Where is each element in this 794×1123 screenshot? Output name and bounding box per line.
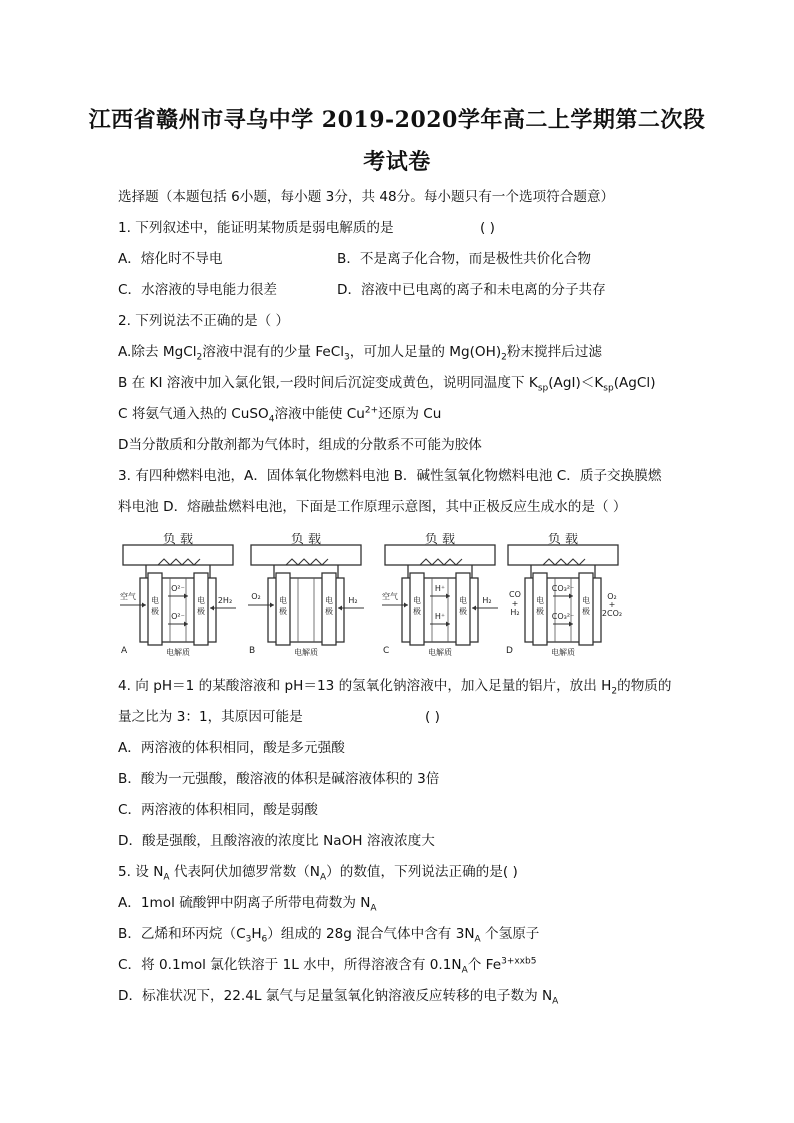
q5-b-mid: H	[251, 926, 262, 942]
q4-line1	[118, 676, 672, 696]
cell-letter: D	[506, 646, 513, 656]
cell-frame	[123, 545, 233, 645]
left-input-top: CO	[509, 590, 521, 599]
q2-b-mid: (AgI)＜K	[548, 375, 604, 391]
cell-frame	[251, 545, 361, 645]
q5-b-sub3: A	[474, 934, 481, 945]
q5-b-post: 个氢原子	[480, 926, 540, 942]
q1-option-b: B．不是离子化合物，而是极性共价化合物	[337, 251, 592, 267]
electrode-label-0-1: 极	[279, 607, 287, 616]
q2-a-sub2: 3	[344, 352, 350, 363]
q1-option-a: A．熔化时不导电	[118, 251, 223, 267]
left-input-bottom: H₂	[510, 608, 520, 617]
q2-option-b	[118, 373, 656, 393]
fuel-cell-b	[248, 533, 364, 657]
q3-line1: 3. 有四种燃料电池，A．固体氧化物燃料电池 B．碱性氢氧化物燃料电池 C．质子交换膜燃	[118, 468, 662, 484]
left-input-arrow-head	[142, 603, 146, 608]
electrolyte-label: 电解质	[428, 648, 452, 657]
q5-option-a	[118, 893, 377, 913]
q1-option-c: C．水溶液的导电能力很差	[118, 282, 278, 298]
q2-c-mid: 溶液中能使 Cu	[274, 406, 365, 422]
electrolyte-label: 电解质	[551, 648, 575, 657]
left-input: O₂	[251, 592, 261, 601]
left-input: 空气	[382, 592, 398, 601]
electrode-label-0-1: 极	[151, 607, 159, 616]
right-output-bottom: 2CO₂	[601, 609, 623, 618]
q5-stem-pre: 5. 设 N	[118, 864, 164, 880]
left-input-arrow-head	[270, 603, 274, 608]
right-input-arrow-head	[472, 606, 476, 611]
left-input-plus: +	[511, 599, 519, 608]
electrode-label-0-1: 极	[536, 607, 544, 616]
q5-b-sub2: 6	[261, 934, 268, 945]
right-input-arrow-head	[338, 606, 342, 611]
right-input: 2H₂	[217, 596, 233, 605]
load-label: 负 载	[162, 533, 194, 547]
q4-line1-pre: 4. 向 pH＝1 的某酸溶液和 pH＝13 的氢氧化钠溶液中，加入足量的铝片，放出 H	[118, 678, 612, 694]
electrode-label-0-1: 极	[413, 607, 421, 616]
q5-b-sub1: 3	[245, 934, 252, 945]
load-label: 负 载	[290, 533, 322, 547]
ion-label-1: CO₃²⁻	[551, 612, 575, 621]
fuel-cell-a	[120, 533, 236, 657]
q5-a-pre: A．1mol 硫酸钾中阴离子所带电荷数为 N	[118, 895, 371, 911]
q2-c-pre: C 将氨气通入热的 CuSO	[118, 406, 269, 422]
q5-option-c	[118, 955, 536, 975]
left-input: 空气	[120, 592, 136, 601]
q4-line1-post: 的物质的	[617, 678, 672, 694]
q4-option-a: A．两溶液的体积相同，酸是多元强酸	[118, 740, 345, 756]
electrode-label-0-0: 电	[536, 596, 544, 605]
q4-option-c: C．两溶液的体积相同，酸是弱酸	[118, 802, 318, 818]
q5-stem-sub1: A	[163, 872, 170, 883]
q5-c-sub: A	[461, 965, 468, 976]
q5-b-pre: B．乙烯和环丙烷（C	[118, 926, 246, 942]
q1-option-d: D．溶液中已电离的离子和未电离的分子共存	[337, 282, 606, 298]
fuel-cell-figure	[118, 533, 628, 658]
q2-b-pre: B 在 KI 溶液中加入氯化银,一段时间后沉淀变成黄色，说明同温度下 K	[118, 375, 538, 391]
q5-c-mid: 个 Fe	[467, 957, 502, 973]
ion-label-1: O²⁻	[171, 612, 185, 621]
q2-stem: 2. 下列说法不正确的是（ ）	[118, 313, 290, 329]
q2-c-sup: 2+	[364, 405, 379, 416]
cell-letter: B	[249, 646, 256, 656]
right-output-plus: +	[608, 600, 616, 609]
cell-frame	[508, 545, 618, 645]
electrode-label-0-0: 电	[151, 596, 159, 605]
left-input-arrow-head	[404, 603, 408, 608]
q1-answer-paren: ( )	[480, 220, 495, 236]
q1-stem: 1. 下列叙述中，能证明某物质是弱电解质的是	[118, 220, 394, 236]
q3-line2: 料电池 D．熔融盐燃料电池，下面是工作原理示意图，其中正极反应生成水的是（ ）	[118, 499, 627, 515]
q2-a-mid: 溶液中混有的少量 FeCl	[202, 344, 345, 360]
electrode-label-1-1: 极	[197, 607, 205, 616]
right-input-arrow-head	[210, 606, 214, 611]
electrode-label-0-0: 电	[413, 596, 421, 605]
q2-a-post: 粉末搅拌后过滤	[506, 344, 603, 360]
electrolyte-label: 电解质	[294, 648, 318, 657]
q5-stem-sub2: A	[319, 872, 327, 883]
electrolyte-label: 电解质	[166, 648, 190, 657]
q5-d-sub: A	[552, 996, 559, 1007]
electrode-label-1-0: 电	[325, 596, 333, 605]
q2-a-pre: A.除去 MgCl	[118, 344, 197, 360]
q5-b-mid2: ）组成的 28g 混合气体中含有 3N	[267, 926, 475, 942]
q4-line1-sub: 2	[611, 686, 618, 697]
q5-stem-post: ）的数值，下列说法正确的是( )	[326, 864, 518, 880]
ion-label-0: CO₃²⁻	[551, 584, 575, 593]
q2-option-d: D当分散质和分散剂都为气体时，组成的分散系不可能为胶体	[118, 437, 482, 453]
electrode-label-1-1: 极	[582, 607, 590, 616]
q5-c-pre: C．将 0.1mol 氯化铁溶于 1L 水中，所得溶液含有 0.1N	[118, 957, 462, 973]
q2-a-sub1: 2	[196, 352, 203, 363]
q2-a-sub3: 2	[501, 352, 507, 363]
q2-option-c	[118, 404, 441, 424]
q5-stem-mid: 代表阿伏加德罗常数（N	[169, 864, 320, 880]
electrode-label-1-0: 电	[582, 596, 590, 605]
q2-b-sub2: sp	[603, 383, 614, 394]
q5-d-pre: D．标准状况下，22.4L 氯气与足量氢氧化钠溶液反应转移的电子数为 N	[118, 988, 553, 1004]
q4-answer-paren: ( )	[425, 709, 440, 725]
load-label: 负 载	[424, 533, 456, 547]
exam-title-line1: 江西省赣州市寻乌中学 2019-2020学年高二上学期第二次段	[88, 107, 706, 133]
fuel-cell-diagrams	[118, 533, 628, 658]
fuel-cell-c	[382, 533, 498, 657]
q5-option-b	[118, 924, 539, 944]
q5-option-d	[118, 986, 558, 1006]
q2-b-sub1: sp	[537, 383, 549, 394]
q4-option-d: D．酸是强酸，且酸溶液的浓度比 NaOH 溶液浓度大	[118, 833, 435, 849]
right-output-top: O₂	[607, 592, 617, 601]
ion-label-1: H⁺	[434, 612, 446, 621]
q5-c-sup: 3+xxb5	[501, 956, 537, 967]
q5-stem	[118, 862, 518, 882]
q5-a-sub: A	[370, 903, 377, 914]
electrode-label-1-1: 极	[325, 607, 333, 616]
right-input: H₂	[348, 596, 358, 605]
q2-c-post: 还原为 Cu	[378, 406, 442, 422]
q4-line2: 量之比为 3：1，其原因可能是	[118, 709, 303, 725]
exam-title-line2: 考试卷	[363, 149, 431, 175]
cell-frame	[385, 545, 495, 645]
ion-label-0: O²⁻	[171, 584, 185, 593]
electrode-label-0-0: 电	[279, 596, 287, 605]
electrode-label-1-0: 电	[459, 596, 467, 605]
q2-option-a	[118, 342, 602, 362]
q4-option-b: B．酸为一元强酸，酸溶液的体积是碱溶液体积的 3倍	[118, 771, 440, 787]
section-header: 选择题（本题包括 6小题，每小题 3分，共 48分。每小题只有一个选项符合题意）	[118, 189, 615, 205]
right-input: H₂	[482, 596, 492, 605]
q2-b-post: (AgCl)	[613, 375, 656, 391]
q2-a-mid2: ，可加人足量的 Mg(OH)	[349, 344, 502, 360]
cell-letter: A	[121, 646, 128, 656]
load-label: 负 载	[547, 533, 579, 547]
electrode-label-1-0: 电	[197, 596, 205, 605]
ion-label-0: H⁺	[434, 584, 446, 593]
fuel-cell-d	[506, 533, 622, 657]
q2-c-sub: 4	[268, 414, 275, 425]
cell-letter: C	[383, 646, 390, 656]
electrode-label-1-1: 极	[459, 607, 467, 616]
